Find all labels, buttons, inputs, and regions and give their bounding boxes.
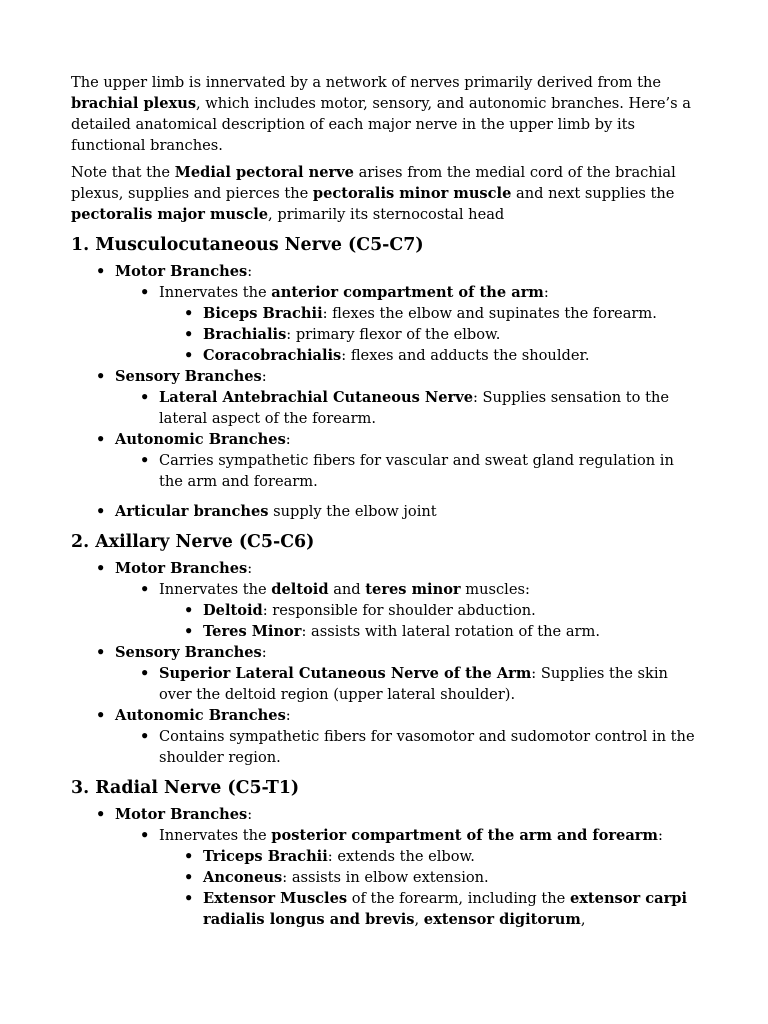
list-item: • Deltoid: responsible for shoulder abduction. <box>203 600 701 621</box>
list-item: • Innervates the anterior compartment of the arm: • Biceps Brachii: flexes the elbow and supinates the forearm. • Brachialis: primary flexor of the elbow. • Coracobrachialis: flexes and adducts the shoulder. <box>159 282 701 366</box>
list-item: • Triceps Brachii: extends the elbow. <box>203 846 701 867</box>
list-item: • Articular branches supply the elbow joint <box>115 501 701 522</box>
list-item: • Lateral Antebrachial Cutaneous Nerve: Supplies sensation to the lateral aspect of the forearm. <box>159 387 701 429</box>
intro-paragraph-1: The upper limb is innervated by a network of nerves primarily derived from the brachial plexus, which includes motor, sensory, and autonomic branches. Here’s a detailed anatomical description of each major nerve in the upper limb by its functional branches. <box>71 74 691 154</box>
list-item: • Brachialis: primary flexor of the elbow. <box>203 324 701 345</box>
section-heading-radial: 3. Radial Nerve (C5-T1) <box>71 778 300 798</box>
intro-paragraph-2: Note that the Medial pectoral nerve arises from the medial cord of the brachial plexus, supplies and pierces the pectoralis minor muscle and next supplies the pectoralis major muscle, primarily its sternocostal head <box>71 164 676 223</box>
axillary-branch-list <box>71 558 701 768</box>
list-item: • Superior Lateral Cutaneous Nerve of the Arm: Supplies the skin over the deltoid region (upper lateral shoulder). <box>159 663 701 705</box>
list-item: • Teres Minor: assists with lateral rotation of the arm. <box>203 621 701 642</box>
list-item: • Biceps Brachii: flexes the elbow and supinates the forearm. <box>203 303 701 324</box>
list-item: • Innervates the posterior compartment of the arm and forearm: • Triceps Brachii: extends the elbow. • Anconeus: assists in elbow extension. • Extensor Muscles of the forearm, including the extensor carpi radialis longus and brevis, extensor digitorum, <box>159 825 701 930</box>
list-item: • Innervates the deltoid and teres minor muscles: • Deltoid: responsible for shoulder abduction. • Teres Minor: assists with lateral rotation of the arm. <box>159 579 701 642</box>
list-item: • Sensory Branches: • Lateral Antebrachial Cutaneous Nerve: Supplies sensation to the lateral aspect of the forearm. <box>115 366 701 429</box>
section-heading-axillary: 2. Axillary Nerve (C5-C6) <box>71 532 315 552</box>
list-item: • Motor Branches: • Innervates the deltoid and teres minor muscles: • Deltoid: responsible for shoulder abduction. • Teres Minor: assists with lateral rotation of the arm. <box>115 558 701 642</box>
list-item: • Anconeus: assists in elbow extension. <box>203 867 701 888</box>
radial-branch-list <box>71 804 701 930</box>
list-item: • Motor Branches: • Innervates the anterior compartment of the arm: • Biceps Brachii: flexes the elbow and supinates the forearm. • Brachialis: primary flexor of the elbow. • Coracobrachialis: flexes and adducts the shoulder. <box>115 261 701 366</box>
document-body <box>71 72 701 930</box>
list-item: • Sensory Branches: • Superior Lateral Cutaneous Nerve of the Arm: Supplies the skin over the deltoid region (upper lateral shoulder). <box>115 642 701 705</box>
section-heading-musculocutaneous: 1. Musculocutaneous Nerve (C5-C7) <box>71 235 424 255</box>
list-item: • Motor Branches: • Innervates the posterior compartment of the arm and forearm: • Triceps Brachii: extends the elbow. • Anconeus: assists in elbow extension. • Extensor Muscles of the forearm, including the extensor carpi radialis longus and brevis, extensor digitorum, <box>115 804 701 930</box>
list-item: • Carries sympathetic fibers for vascular and sweat gland regulation in the arm and forearm. <box>159 450 701 492</box>
list-item: • Coracobrachialis: flexes and adducts the shoulder. <box>203 345 701 366</box>
list-item: • Autonomic Branches: • Contains sympathetic fibers for vasomotor and sudomotor control in the shoulder region. <box>115 705 701 768</box>
list-item: • Extensor Muscles of the forearm, including the extensor carpi radialis longus and brevis, extensor digitorum, <box>203 888 701 930</box>
musculocutaneous-branch-list <box>71 261 701 522</box>
list-item: • Contains sympathetic fibers for vasomotor and sudomotor control in the shoulder region. <box>159 726 701 768</box>
list-item: • Autonomic Branches: • Carries sympathetic fibers for vascular and sweat gland regulation in the arm and forearm. <box>115 429 701 492</box>
